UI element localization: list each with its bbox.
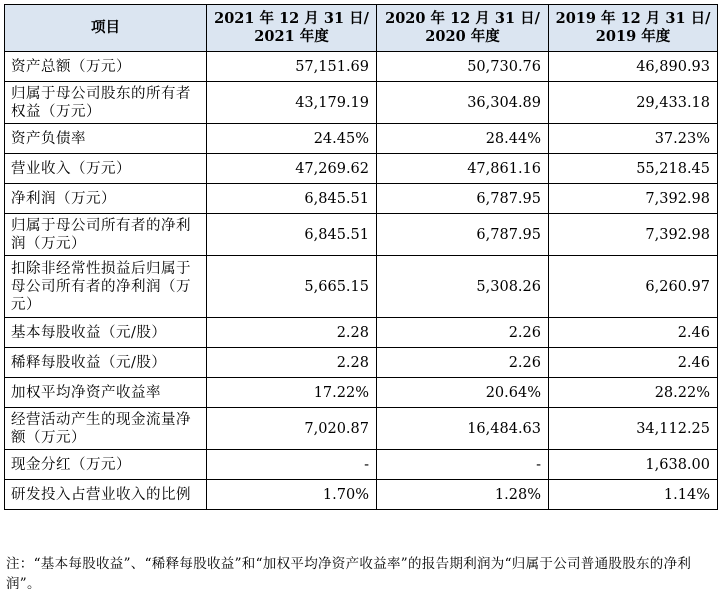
value-2021: 6,845.51 [207, 184, 377, 214]
table-row [5, 256, 718, 318]
row-label: 扣除非经常性损益后归属于母公司所有者的净利润（万元） [5, 256, 207, 318]
value-2021: 5,665.15 [207, 256, 377, 318]
table-row [5, 378, 718, 408]
value-2019: 46,890.93 [549, 52, 718, 82]
value-2019: 37.23% [549, 124, 718, 154]
row-label: 归属于母公司股东的所有者权益（万元） [5, 82, 207, 124]
row-label: 基本每股收益（元/股） [5, 318, 207, 348]
value-2021: 1.70% [207, 480, 377, 510]
value-2020: 20.64% [377, 378, 549, 408]
header-2019: 2019 年 12 月 31 日/ 2019 年度 [549, 5, 718, 52]
value-2021: 2.28 [207, 318, 377, 348]
row-label: 现金分红（万元） [5, 450, 207, 480]
value-2019: 34,112.25 [549, 408, 718, 450]
table-row [5, 184, 718, 214]
value-2019: 29,433.18 [549, 82, 718, 124]
value-2021: 17.22% [207, 378, 377, 408]
table-row [5, 450, 718, 480]
value-2021: 7,020.87 [207, 408, 377, 450]
header-2021: 2021 年 12 月 31 日/ 2021 年度 [207, 5, 377, 52]
row-label: 经营活动产生的现金流量净额（万元） [5, 408, 207, 450]
table-row [5, 480, 718, 510]
value-2021: 24.45% [207, 124, 377, 154]
value-2019: 7,392.98 [549, 184, 718, 214]
value-2019: 7,392.98 [549, 214, 718, 256]
header-2020: 2020 年 12 月 31 日/ 2020 年度 [377, 5, 549, 52]
value-2019: 28.22% [549, 378, 718, 408]
row-label: 净利润（万元） [5, 184, 207, 214]
value-2020: 50,730.76 [377, 52, 549, 82]
value-2020: 5,308.26 [377, 256, 549, 318]
value-2020: 1.28% [377, 480, 549, 510]
table-header-row [5, 5, 718, 52]
value-2021: 2.28 [207, 348, 377, 378]
table-row [5, 408, 718, 450]
value-2020: 28.44% [377, 124, 549, 154]
value-2019: 2.46 [549, 348, 718, 378]
row-label: 资产总额（万元） [5, 52, 207, 82]
value-2020: 6,787.95 [377, 214, 549, 256]
value-2020: 6,787.95 [377, 184, 549, 214]
table-row [5, 82, 718, 124]
value-2020: 2.26 [377, 318, 549, 348]
table-row [5, 318, 718, 348]
table-row [5, 154, 718, 184]
row-label: 资产负债率 [5, 124, 207, 154]
value-2021: 6,845.51 [207, 214, 377, 256]
value-2021: 47,269.62 [207, 154, 377, 184]
value-2021: - [207, 450, 377, 480]
header-item: 项目 [5, 5, 207, 52]
value-2020: 16,484.63 [377, 408, 549, 450]
value-2019: 6,260.97 [549, 256, 718, 318]
value-2021: 57,151.69 [207, 52, 377, 82]
row-label: 归属于母公司所有者的净利润（万元） [5, 214, 207, 256]
row-label: 加权平均净资产收益率 [5, 378, 207, 408]
value-2020: - [377, 450, 549, 480]
value-2019: 1.14% [549, 480, 718, 510]
table-row [5, 214, 718, 256]
footnote: 注：“基本每股收益”、“稀释每股收益”和“加权平均净资产收益率”的报告期利润为“归属于公司普通股股东的净利润”。 [6, 556, 692, 592]
table-row [5, 52, 718, 82]
value-2019: 2.46 [549, 318, 718, 348]
value-2019: 1,638.00 [549, 450, 718, 480]
row-label: 营业收入（万元） [5, 154, 207, 184]
table-row [5, 124, 718, 154]
value-2020: 2.26 [377, 348, 549, 378]
value-2021: 43,179.19 [207, 82, 377, 124]
value-2020: 47,861.16 [377, 154, 549, 184]
table-row [5, 348, 718, 378]
row-label: 稀释每股收益（元/股） [5, 348, 207, 378]
row-label: 研发投入占营业收入的比例 [5, 480, 207, 510]
financial-table [4, 4, 718, 510]
value-2020: 36,304.89 [377, 82, 549, 124]
value-2019: 55,218.45 [549, 154, 718, 184]
